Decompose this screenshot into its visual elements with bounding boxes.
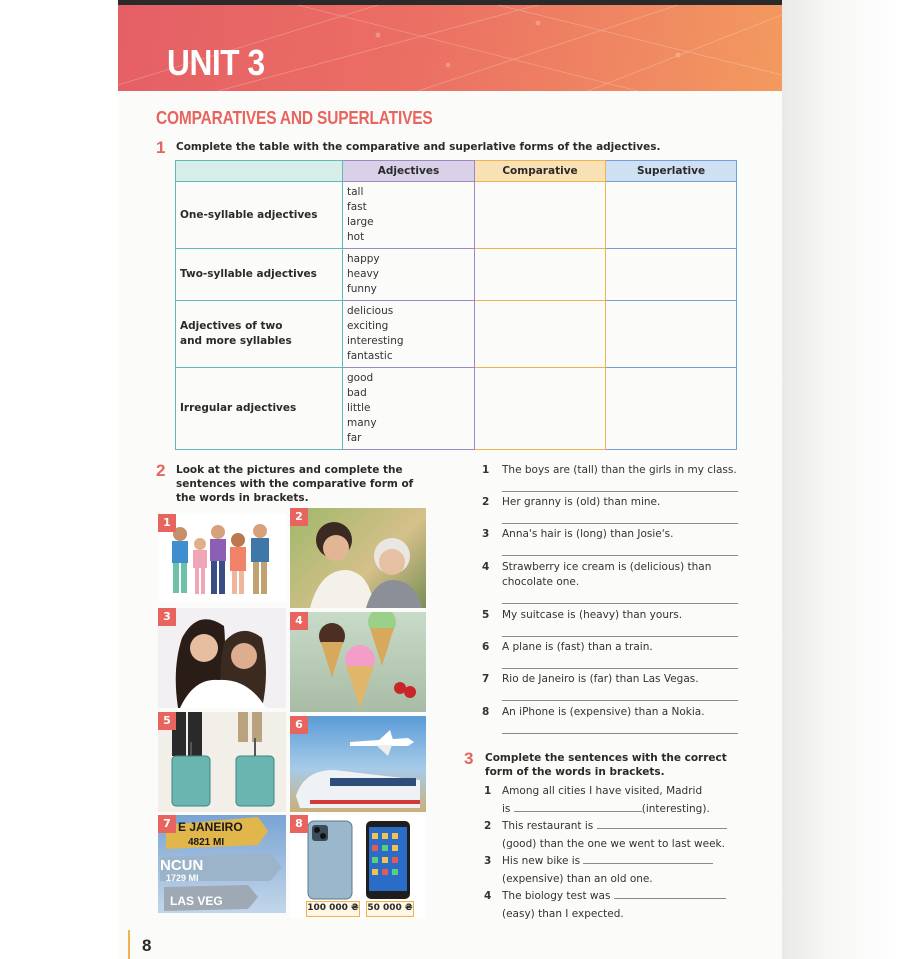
girls-illustration [158, 608, 286, 708]
sentence-text: (easy) than I expected. [502, 907, 624, 920]
sign-cancun: NCUN [160, 857, 204, 874]
adjective-word: interesting [347, 335, 404, 347]
photo-number-badge: 8 [290, 815, 308, 833]
photo-number-badge: 1 [158, 514, 176, 532]
sign-las-vegas: LAS VEG [170, 894, 223, 908]
sentence-number: 2 [484, 820, 492, 832]
plane-train-illustration [290, 716, 426, 812]
photo-number-badge: 7 [158, 815, 176, 833]
sentence-text: is [502, 802, 511, 815]
exercise-1-instruction: Complete the table with the comparative and superlative forms of the adjectives. [176, 141, 661, 153]
sentence-text: Strawberry ice cream is (delicious) than chocolate one. [502, 561, 712, 588]
adjective-word: little [347, 402, 371, 414]
superlative-answer-cell[interactable] [606, 301, 737, 368]
grandmother-illustration [290, 508, 426, 608]
row-label-text: Adjectives of two and more syllables [180, 320, 292, 347]
table-header-blank [176, 161, 343, 182]
sentence-text: Rio de Janeiro is (far) than Las Vegas. [502, 673, 699, 685]
comparative-answer-cell[interactable] [475, 249, 606, 301]
ice-cream-illustration [290, 612, 426, 712]
row-label: Two-syllable adjectives [176, 249, 343, 301]
phones-illustration [290, 815, 426, 901]
photo-number-badge: 5 [158, 712, 176, 730]
adjective-word: good [347, 372, 374, 384]
photo-plane-train [290, 716, 426, 812]
adjective-word: delicious [347, 305, 394, 317]
sentence-text: My suitcase is (heavy) than yours. [502, 609, 683, 621]
photo-suitcases [158, 712, 286, 812]
superlative-answer-cell[interactable] [606, 182, 737, 249]
answer-line[interactable] [502, 603, 738, 604]
sentence-number: 1 [482, 464, 490, 476]
adjective-word: many [347, 417, 377, 429]
sentence-text: This restaurant is [502, 820, 594, 832]
sentence-text: (interesting). [641, 802, 710, 815]
page-number-marker [128, 930, 130, 959]
adjective-word: tall [347, 186, 364, 198]
sentence-number: 1 [484, 785, 492, 797]
table-header-superlative: Superlative [606, 161, 737, 182]
sentence-text: Her granny is (old) than mine. [502, 496, 661, 508]
suitcases-illustration [158, 712, 286, 812]
sentence-text: His new bike is [502, 855, 581, 867]
answer-blank[interactable] [514, 802, 642, 812]
sentence-text: The boys are (tall) than the girls in my class. [502, 464, 737, 476]
photo-grandmother [290, 508, 426, 608]
adjectives-cell [343, 368, 475, 450]
row-label: One-syllable adjectives [176, 182, 343, 249]
table-header-comparative: Comparative [475, 161, 606, 182]
photo-signposts [158, 815, 286, 913]
sentence-text: Among all cities I have visited, Madrid [502, 785, 703, 797]
answer-line[interactable] [502, 636, 738, 637]
adjective-word: bad [347, 387, 367, 399]
signposts-illustration [158, 815, 286, 913]
adjectives-cell [343, 301, 475, 368]
adjectives-table [175, 160, 737, 450]
sentence-text: Anna's hair is (long) than Josie's. [502, 528, 674, 540]
adjective-word: fantastic [347, 350, 393, 362]
sentence-number: 7 [482, 673, 490, 685]
answer-line[interactable] [502, 700, 738, 701]
table-row [176, 368, 737, 450]
sentence-text: The biology test was [502, 890, 611, 902]
sentence-text: (good) than the one we went to last week. [502, 837, 725, 850]
photo-ice-cream [290, 612, 426, 712]
sentence-number: 5 [482, 609, 490, 621]
page-gutter [782, 0, 900, 959]
sentence-number: 3 [482, 528, 490, 540]
table-row [176, 182, 737, 249]
sign-cancun-distance: 1729 MI [166, 873, 199, 883]
answer-blank[interactable] [583, 854, 713, 864]
workbook-page [118, 0, 782, 959]
sentence-text: An iPhone is (expensive) than a Nokia. [502, 706, 705, 718]
sentence-number: 4 [482, 561, 490, 573]
sentence-number: 8 [482, 706, 490, 718]
page-number: 8 [142, 936, 152, 955]
table-header-adjectives: Adjectives [343, 161, 475, 182]
exercise-1-number: 1 [156, 138, 166, 157]
photo-phones [290, 815, 426, 918]
adjective-word: heavy [347, 268, 379, 280]
sentence-number: 4 [484, 890, 492, 902]
table-row [176, 301, 737, 368]
comparative-answer-cell[interactable] [475, 368, 606, 450]
sentence-number: 2 [482, 496, 490, 508]
row-label: Irregular adjectives [176, 368, 343, 450]
sentence-number: 3 [484, 855, 492, 867]
sentence-text: A plane is (fast) than a train. [502, 641, 653, 653]
unit-title: UNIT 3 [167, 42, 265, 83]
answer-blank[interactable] [614, 889, 726, 899]
photo-number-badge: 6 [290, 716, 308, 734]
adjectives-cell [343, 182, 475, 249]
adjective-word: happy [347, 253, 380, 265]
adjective-word: exciting [347, 320, 389, 332]
adjective-word: large [347, 216, 374, 228]
sentence-text: (expensive) than an old one. [502, 872, 653, 885]
exercise-2-instruction: Look at the pictures and complete the sentences with the comparative form of the words in brackets. [176, 464, 414, 504]
row-label [176, 301, 343, 368]
adjectives-cell [343, 249, 475, 301]
answer-line[interactable] [502, 668, 738, 669]
comparative-answer-cell[interactable] [475, 301, 606, 368]
comparative-answer-cell[interactable] [475, 182, 606, 249]
photo-number-badge: 4 [290, 612, 308, 630]
adjective-word: fast [347, 201, 367, 213]
answer-line[interactable] [502, 491, 738, 492]
sign-rio-distance: 4821 MI [188, 837, 225, 848]
exercise-3-number: 3 [464, 749, 474, 768]
exercise-3-instruction: Complete the sentences with the correct form of the words in brackets. [485, 752, 727, 778]
sentence-number: 6 [482, 641, 490, 653]
answer-blank[interactable] [597, 819, 727, 829]
sign-rio: E JANEIRO [178, 820, 243, 834]
superlative-answer-cell[interactable] [606, 249, 737, 301]
answer-line[interactable] [502, 555, 738, 556]
photo-number-badge: 3 [158, 608, 176, 626]
adjective-word: far [347, 432, 362, 444]
children-illustration [158, 514, 286, 602]
table-row [176, 249, 737, 301]
photo-children [158, 514, 286, 602]
answer-line[interactable] [502, 733, 738, 734]
photo-girls [158, 608, 286, 708]
answer-line[interactable] [502, 523, 738, 524]
adjective-word: funny [347, 283, 377, 295]
superlative-answer-cell[interactable] [606, 368, 737, 450]
section-title: COMPARATIVES AND SUPERLATIVES [156, 108, 433, 128]
photo-number-badge: 2 [290, 508, 308, 526]
price-tag-iphone: 100 000 ₴ [306, 901, 360, 917]
adjective-word: hot [347, 231, 365, 243]
exercise-2-number: 2 [156, 461, 166, 480]
price-tag-nokia: 50 000 ₴ [366, 901, 414, 917]
